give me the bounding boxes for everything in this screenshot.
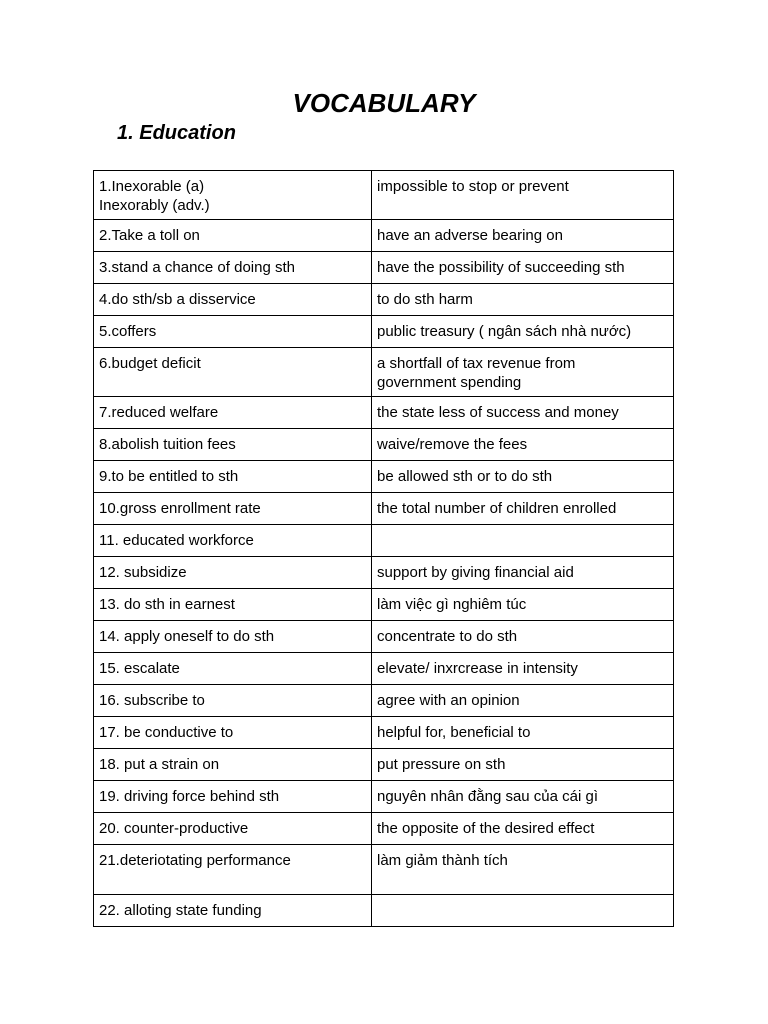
table-row bbox=[94, 749, 674, 781]
definition-cell: elevate/ inxrcrease in intensity bbox=[372, 653, 674, 685]
definition-cell: put pressure on sth bbox=[372, 749, 674, 781]
table-row bbox=[94, 493, 674, 525]
term-cell: 3.stand a chance of doing sth bbox=[94, 252, 372, 284]
term-cell: 18. put a strain on bbox=[94, 749, 372, 781]
term-cell: 21.deteriotating performance bbox=[94, 845, 372, 895]
definition-cell: waive/remove the fees bbox=[372, 429, 674, 461]
definition-cell: a shortfall of tax revenue from government spending bbox=[372, 348, 674, 397]
table-row bbox=[94, 220, 674, 252]
table-row bbox=[94, 557, 674, 589]
term-cell: 17. be conductive to bbox=[94, 717, 372, 749]
page-title: VOCABULARY bbox=[292, 88, 476, 118]
table-row bbox=[94, 397, 674, 429]
table-row bbox=[94, 461, 674, 493]
table-row bbox=[94, 525, 674, 557]
term-cell: 10.gross enrollment rate bbox=[94, 493, 372, 525]
term-cell: 11. educated workforce bbox=[94, 525, 372, 557]
table-row bbox=[94, 685, 674, 717]
definition-cell bbox=[372, 525, 674, 557]
term-cell: 19. driving force behind sth bbox=[94, 781, 372, 813]
definition-cell: làm giảm thành tích bbox=[372, 845, 674, 895]
table-row bbox=[94, 589, 674, 621]
definition-cell: the opposite of the desired effect bbox=[372, 813, 674, 845]
table-row bbox=[94, 895, 674, 927]
definition-cell: helpful for, beneficial to bbox=[372, 717, 674, 749]
term-cell: 2.Take a toll on bbox=[94, 220, 372, 252]
table-row bbox=[94, 813, 674, 845]
term-cell: 9.to be entitled to sth bbox=[94, 461, 372, 493]
term-cell: 6.budget deficit bbox=[94, 348, 372, 397]
definition-cell: be allowed sth or to do sth bbox=[372, 461, 674, 493]
term-cell: 14. apply oneself to do sth bbox=[94, 621, 372, 653]
definition-cell: to do sth harm bbox=[372, 284, 674, 316]
term-cell: 16. subscribe to bbox=[94, 685, 372, 717]
definition-cell: concentrate to do sth bbox=[372, 621, 674, 653]
definition-cell: agree with an opinion bbox=[372, 685, 674, 717]
definition-cell: impossible to stop or prevent bbox=[372, 171, 674, 220]
table-row bbox=[94, 316, 674, 348]
table-row bbox=[94, 429, 674, 461]
table-row bbox=[94, 348, 674, 397]
table-row bbox=[94, 284, 674, 316]
term-cell: 1.Inexorable (a) Inexorably (adv.) bbox=[94, 171, 372, 220]
term-cell: 4.do sth/sb a disservice bbox=[94, 284, 372, 316]
table-row bbox=[94, 621, 674, 653]
table-row bbox=[94, 653, 674, 685]
definition-cell: the total number of children enrolled bbox=[372, 493, 674, 525]
table-row bbox=[94, 252, 674, 284]
term-cell: 12. subsidize bbox=[94, 557, 372, 589]
table-row bbox=[94, 845, 674, 895]
section-heading: 1. Education bbox=[117, 122, 236, 144]
table-row bbox=[94, 717, 674, 749]
definition-cell: làm việc gì nghiêm túc bbox=[372, 589, 674, 621]
definition-cell: support by giving financial aid bbox=[372, 557, 674, 589]
definition-cell: public treasury ( ngân sách nhà nước) bbox=[372, 316, 674, 348]
table-row bbox=[94, 781, 674, 813]
definition-cell: have the possibility of succeeding sth bbox=[372, 252, 674, 284]
definition-cell: nguyên nhân đằng sau của cái gì bbox=[372, 781, 674, 813]
vocabulary-table bbox=[93, 170, 674, 927]
term-cell: 15. escalate bbox=[94, 653, 372, 685]
term-cell: 5.coffers bbox=[94, 316, 372, 348]
table-row bbox=[94, 171, 674, 220]
definition-cell: have an adverse bearing on bbox=[372, 220, 674, 252]
definition-cell bbox=[372, 895, 674, 927]
term-cell: 8.abolish tuition fees bbox=[94, 429, 372, 461]
term-cell: 13. do sth in earnest bbox=[94, 589, 372, 621]
definition-cell: the state less of success and money bbox=[372, 397, 674, 429]
term-cell: 22. alloting state funding bbox=[94, 895, 372, 927]
term-cell: 20. counter-productive bbox=[94, 813, 372, 845]
term-cell: 7.reduced welfare bbox=[94, 397, 372, 429]
